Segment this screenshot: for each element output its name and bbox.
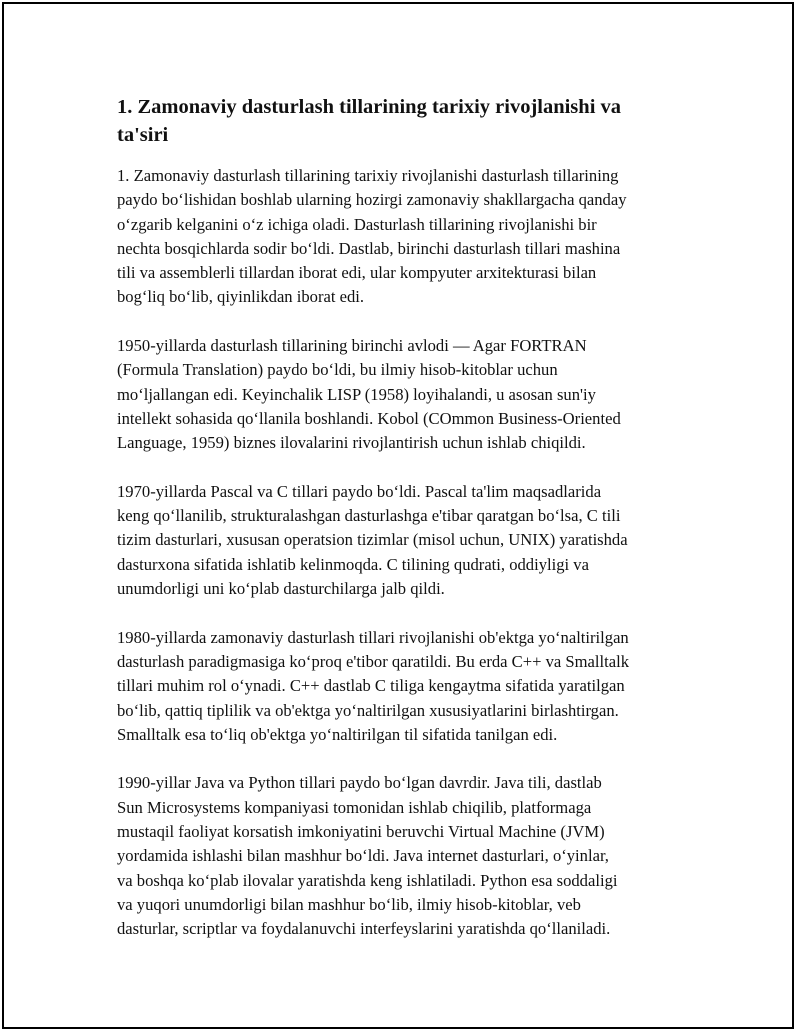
text-line: Language, 1959) biznes ilovalarini rivojlantirish uchun ishlab chiqildi. bbox=[117, 433, 586, 453]
text-line: tizim dasturlari, xususan operatsion tizimlar (misol uchun, UNIX) yaratishda bbox=[117, 530, 628, 550]
paragraph-1950s bbox=[117, 334, 689, 455]
text-line: 1980-yillarda zamonaviy dasturlash tillari rivojlanishi ob'ektga yo‘naltirilgan bbox=[117, 627, 629, 647]
text-line: dasturxona sifatida ishlatib kelinmoqda. C tilining qudrati, oddiyligi va bbox=[117, 554, 589, 574]
text-line: Sun Microsystems kompaniyasi tomonidan ishlab chiqilib, platformaga bbox=[117, 797, 592, 817]
text-line: unumdorligi uni ko‘plab dasturchilarga jalb qildi. bbox=[117, 579, 445, 599]
text-line: nechta bosqichlarda sodir bo‘ldi. Dastlab, birinchi dasturlash tillari mashina bbox=[117, 238, 621, 258]
text-line: 1990-yillar Java va Python tillari paydo bo‘lgan davrdir. Java tili, dastlab bbox=[117, 773, 602, 793]
text-line: keng qo‘llanilib, strukturalashgan dasturlashga e'tibar qaratgan bo‘lsa, C tili bbox=[117, 506, 621, 526]
text-line: (Formula Translation) paydo bo‘ldi, bu ilmiy hisob-kitoblar uchun bbox=[117, 360, 558, 380]
text-line: o‘zgarib kelganini o‘z ichiga oladi. Dasturlash tillarining rivojlanishi bir bbox=[117, 214, 597, 234]
paragraph-1990s bbox=[117, 771, 689, 941]
text-line: tili va assemblerli tillardan iborat edi, ular kompyuter arxitekturasi bilan bbox=[117, 263, 597, 283]
text-line: dasturlar, scriptlar va foydalanuvchi interfeyslarini yaratishda qo‘llaniladi. bbox=[117, 919, 611, 939]
paragraph-1970s bbox=[117, 480, 689, 601]
text-line: 1970-yillarda Pascal va C tillari paydo bo‘ldi. Pascal ta'lim maqsadlarida bbox=[117, 481, 602, 501]
text-line: va yuqori unumdorligi bilan mashhur bo‘lib, ilmiy hisob-kitoblar, veb bbox=[117, 894, 581, 914]
paragraph-intro bbox=[117, 164, 689, 310]
text-line: paydo bo‘lishidan boshlab ularning hozirgi zamonaviy shakllargacha qanday bbox=[117, 190, 627, 210]
text-line: 1950-yillarda dasturlash tillarining birinchi avlodi — Agar FORTRAN bbox=[117, 336, 587, 356]
text-line: Smalltalk esa to‘liq ob'ektga yo‘naltirilgan til sifatida tanilgan edi. bbox=[117, 724, 558, 744]
text-line: intellekt sohasida qo‘llanila boshlandi. Kobol (COmmon Business-Oriented bbox=[117, 408, 621, 428]
document-body bbox=[117, 93, 689, 966]
text-line: 1. Zamonaviy dasturlash tillarining tarixiy rivojlanishi dasturlash tillarining bbox=[117, 166, 619, 185]
paragraph-1980s bbox=[117, 626, 689, 747]
document-title bbox=[117, 93, 689, 149]
text-line: yordamida ishlashi bilan mashhur bo‘ldi. Java internet dasturlari, o‘yinlar, bbox=[117, 846, 609, 866]
text-line: bog‘liq bo‘lib, qiyinlikdan iborat edi. bbox=[117, 287, 365, 307]
text-line: va boshqa ko‘plab ilovalar yaratishda keng ishlatiladi. Python esa soddaligi bbox=[117, 870, 618, 890]
text-line: mo‘ljallangan edi. Keyinchalik LISP (1958) loyihalandi, u asosan sun'iy bbox=[117, 384, 596, 404]
title-line: 1. Zamonaviy dasturlash tillarining tarixiy rivojlanishi va bbox=[117, 96, 622, 118]
text-line: dasturlash paradigmasiga ko‘proq e'tibor qaratildi. Bu erda C++ va Smalltalk bbox=[117, 651, 630, 671]
text-line: mustaqil faoliyat korsatish imkoniyatini beruvchi Virtual Machine (JVM) bbox=[117, 822, 605, 842]
text-line: tillari muhim rol o‘ynadi. C++ dastlab C tiliga kengaytma sifatida yaratilgan bbox=[117, 676, 625, 696]
title-line: ta'siri bbox=[117, 124, 169, 146]
text-line: bo‘lib, qattiq tiplilik va ob'ektga yo‘naltirilgan xususiyatlarini birlashtirgan. bbox=[117, 700, 619, 720]
